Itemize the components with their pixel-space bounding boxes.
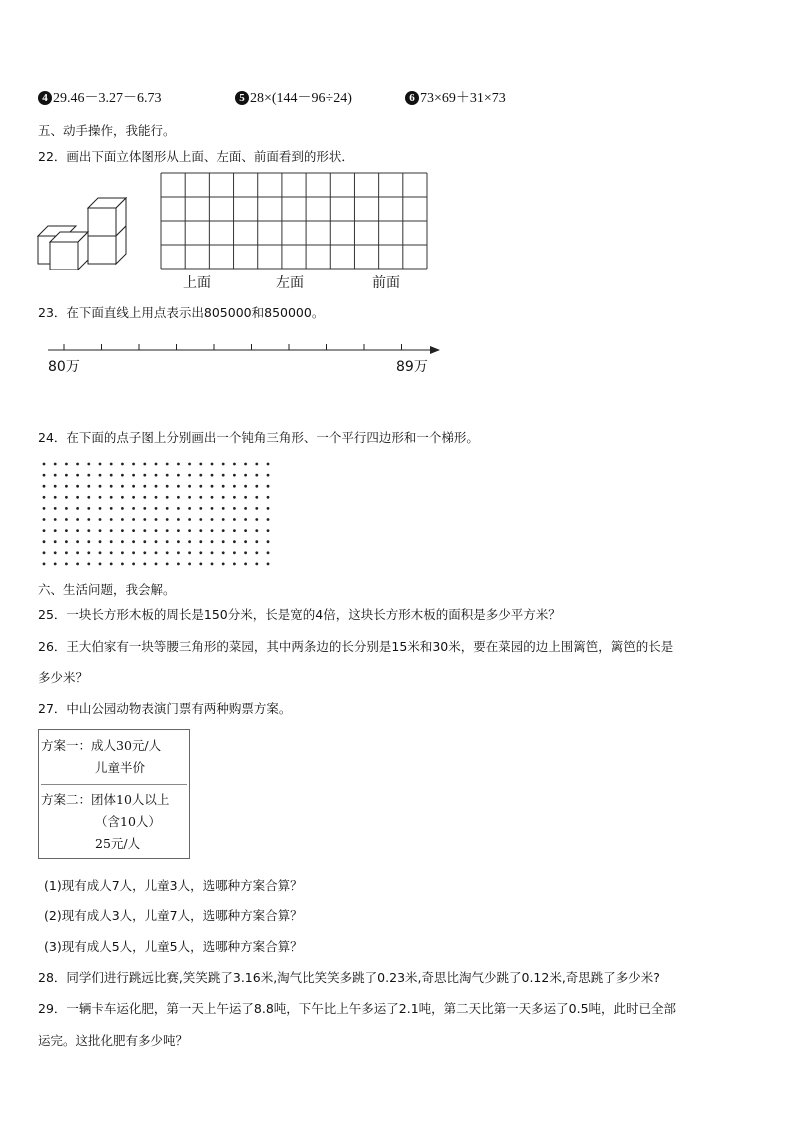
grid-dot	[255, 529, 258, 532]
grid-dot	[54, 496, 57, 499]
grid-dot	[155, 518, 158, 521]
question-27-sub-1: (1)现有成人7人，儿童3人，选哪种方案合算？	[44, 878, 303, 893]
grid-dot	[255, 485, 258, 488]
grid-dot	[43, 563, 46, 566]
grid-dot	[211, 540, 214, 543]
axis-end-label: 89万	[396, 359, 428, 375]
grid-dot	[267, 563, 270, 566]
grid-dot	[43, 540, 46, 543]
grid-dot	[255, 474, 258, 477]
grid-dot	[188, 474, 191, 477]
grid-dot	[267, 463, 270, 466]
grid-dot	[43, 463, 46, 466]
grid-dot	[99, 463, 102, 466]
cube-face	[50, 242, 78, 270]
grid-dot	[132, 463, 135, 466]
section-5-heading: 五、动手操作，我能行。	[38, 123, 176, 138]
grid-dot	[143, 518, 146, 521]
grid-dot	[233, 563, 236, 566]
grid-dot	[222, 563, 225, 566]
grid-dot	[177, 551, 180, 554]
grid-dot	[177, 563, 180, 566]
grid-dot	[121, 529, 124, 532]
grid-dot	[110, 518, 113, 521]
grid-dot	[76, 529, 79, 532]
grid-dot	[233, 485, 236, 488]
grid-dot	[222, 463, 225, 466]
grid-dot	[199, 474, 202, 477]
grid-dot	[110, 540, 113, 543]
grid-dot	[76, 540, 79, 543]
grid-dot	[267, 485, 270, 488]
grid-dot	[177, 518, 180, 521]
grid-dot	[166, 485, 169, 488]
grid-dot	[76, 563, 79, 566]
grid-dot	[143, 485, 146, 488]
grid-dot	[99, 563, 102, 566]
grid-dot	[121, 518, 124, 521]
grid-dot	[188, 540, 191, 543]
label-front-view: 前面	[372, 275, 400, 291]
grid-dot	[222, 518, 225, 521]
grid-dot	[166, 496, 169, 499]
grid-dot	[177, 540, 180, 543]
grid-dot	[267, 540, 270, 543]
grid-dot	[132, 474, 135, 477]
expression-5	[235, 87, 352, 107]
grid-dot	[155, 496, 158, 499]
grid-dot	[155, 485, 158, 488]
grid-dot	[199, 529, 202, 532]
grid-dot	[199, 518, 202, 521]
question-23: 23．在下面直线上用点表示出805000和850000。	[38, 305, 325, 320]
number-line[interactable]	[40, 340, 444, 360]
grid-dot	[87, 518, 90, 521]
grid-dot	[43, 529, 46, 532]
grid-dot	[222, 474, 225, 477]
grid-dot	[166, 551, 169, 554]
grid-dot	[166, 563, 169, 566]
expression-text: 73×69＋31×73	[420, 91, 506, 106]
axis-start-label: 80万	[48, 359, 80, 375]
grid-dot	[255, 463, 258, 466]
grid-dot	[233, 518, 236, 521]
question-27-sub-2: (2)现有成人3人，儿童7人，选哪种方案合算？	[44, 908, 303, 923]
circled-number: 5	[235, 91, 249, 105]
grid-dot	[155, 529, 158, 532]
plan-1-line-1: 方案一：成人30元/人	[41, 738, 162, 753]
grid-dot	[110, 563, 113, 566]
grid-dot	[244, 518, 247, 521]
grid-dot	[99, 507, 102, 510]
grid-dot	[110, 551, 113, 554]
grid-dot	[143, 540, 146, 543]
grid-dot	[54, 474, 57, 477]
grid-dot	[155, 551, 158, 554]
grid-dot	[121, 507, 124, 510]
grid-dot	[110, 529, 113, 532]
grid-dot	[132, 540, 135, 543]
grid-dot	[222, 529, 225, 532]
grid-dot	[65, 529, 68, 532]
grid-dot	[76, 496, 79, 499]
ticket-plan-box	[38, 729, 190, 859]
grid-dot	[143, 507, 146, 510]
expression-text: 29.46－3.27－6.73	[53, 91, 162, 106]
grid-dot	[110, 485, 113, 488]
grid-dot	[54, 485, 57, 488]
grid-dot	[155, 474, 158, 477]
grid-dot	[233, 507, 236, 510]
grid-dot	[166, 540, 169, 543]
grid-dot	[54, 563, 57, 566]
grid-dot	[244, 563, 247, 566]
expression-6	[405, 87, 506, 107]
grid-dot	[188, 485, 191, 488]
grid-dot	[143, 529, 146, 532]
plan-1-line-2: 儿童半价	[95, 760, 146, 775]
grid-dot	[87, 485, 90, 488]
question-27: 27．中山公园动物表演门票有两种购票方案。	[38, 701, 292, 716]
grid-dot	[177, 507, 180, 510]
grid-dot	[211, 496, 214, 499]
grid-dot	[132, 496, 135, 499]
grid-dot	[267, 551, 270, 554]
arrow-head	[430, 346, 440, 354]
grid-dot	[211, 563, 214, 566]
grid-dot	[132, 551, 135, 554]
section-6-heading: 六、生活问题，我会解。	[38, 582, 176, 597]
grid-dot	[99, 540, 102, 543]
grid-dot	[76, 518, 79, 521]
grid-dot	[211, 463, 214, 466]
grid-dot	[166, 474, 169, 477]
grid-dot	[87, 540, 90, 543]
grid-dot	[222, 496, 225, 499]
grid-dot	[233, 463, 236, 466]
question-29-line-2: 运完。这批化肥有多少吨？	[38, 1033, 189, 1048]
grid-dot	[121, 551, 124, 554]
grid-dot	[255, 551, 258, 554]
grid-dot	[255, 507, 258, 510]
grid-dot	[166, 518, 169, 521]
grid-dot	[121, 496, 124, 499]
grid-dot	[211, 518, 214, 521]
grid-dot	[244, 551, 247, 554]
grid-dot	[43, 496, 46, 499]
grid-dot	[177, 496, 180, 499]
question-25: 25．一块长方形木板的周长是150分米，长是宽的4倍，这块长方形木板的面积是多少平方米？	[38, 607, 561, 622]
grid-dot	[267, 474, 270, 477]
grid-dot	[54, 529, 57, 532]
grid-dot	[222, 507, 225, 510]
grid-dot	[267, 529, 270, 532]
grid-dot	[54, 540, 57, 543]
grid-dot	[87, 529, 90, 532]
grid-dot	[199, 496, 202, 499]
label-left-view: 左面	[276, 275, 304, 291]
grid-dot	[188, 463, 191, 466]
grid-dot	[65, 463, 68, 466]
grid-dot	[244, 529, 247, 532]
grid-dot	[244, 463, 247, 466]
grid-dot	[54, 507, 57, 510]
grid-dot	[121, 563, 124, 566]
grid-dot	[132, 529, 135, 532]
drawing-grid[interactable]	[160, 172, 428, 270]
grid-dot	[65, 551, 68, 554]
grid-dot	[132, 518, 135, 521]
grid-dot	[54, 463, 57, 466]
grid-dot	[65, 518, 68, 521]
grid-dot	[65, 563, 68, 566]
grid-dot	[76, 507, 79, 510]
grid-dot	[244, 474, 247, 477]
grid-dot	[177, 474, 180, 477]
grid-dot	[211, 485, 214, 488]
expression-text: 28×(144－96÷24)	[250, 91, 352, 106]
grid-dot	[255, 540, 258, 543]
grid-dot	[199, 485, 202, 488]
grid-dot	[99, 518, 102, 521]
grid-dot	[110, 496, 113, 499]
grid-dot	[199, 507, 202, 510]
grid-dot	[143, 463, 146, 466]
grid-dot	[76, 551, 79, 554]
grid-dot	[233, 529, 236, 532]
grid-dot	[199, 540, 202, 543]
circled-number: 6	[405, 91, 419, 105]
grid-dot	[87, 563, 90, 566]
grid-dot	[155, 563, 158, 566]
grid-dot	[76, 474, 79, 477]
grid-dot	[87, 474, 90, 477]
grid-dot	[155, 507, 158, 510]
grid-dot	[132, 507, 135, 510]
grid-dot	[211, 551, 214, 554]
grid-dot	[188, 551, 191, 554]
plan-2-line-1: 方案二：团体10人以上	[41, 792, 170, 807]
grid-dot	[199, 551, 202, 554]
grid-dot	[87, 496, 90, 499]
grid-dot	[54, 518, 57, 521]
grid-dot	[166, 529, 169, 532]
grid-dot	[76, 485, 79, 488]
question-22: 22．画出下面立体图形从上面、左面、前面看到的形状．	[38, 149, 354, 164]
question-28: 28．同学们进行跳远比赛,笑笑跳了3.16米,淘气比笑笑多跳了0.23米,奇思比淘气少跳了0.12米,奇思跳了多少米?	[38, 970, 660, 985]
grid-dot	[43, 485, 46, 488]
grid-dot	[43, 518, 46, 521]
question-27-sub-3: (3)现有成人5人，儿童5人，选哪种方案合算？	[44, 939, 303, 954]
grid-dot	[121, 463, 124, 466]
grid-dot	[99, 474, 102, 477]
grid-dot	[99, 551, 102, 554]
grid-dot	[188, 518, 191, 521]
expression-4	[38, 87, 162, 107]
question-26-line-2: 多少米？	[38, 670, 89, 685]
cube-face	[88, 236, 116, 264]
grid-dot	[155, 463, 158, 466]
grid-dot	[110, 463, 113, 466]
grid-dot	[244, 496, 247, 499]
dot-grid[interactable]	[40, 460, 272, 566]
grid-dot	[222, 540, 225, 543]
grid-dot	[233, 540, 236, 543]
grid-dot	[132, 563, 135, 566]
grid-dot	[177, 463, 180, 466]
grid-dot	[233, 496, 236, 499]
plan-2-line-3: 25元/人	[95, 836, 141, 851]
grid-dot	[199, 563, 202, 566]
grid-dot	[267, 496, 270, 499]
grid-dot	[188, 563, 191, 566]
grid-dot	[65, 507, 68, 510]
grid-dot	[65, 474, 68, 477]
grid-dot	[255, 518, 258, 521]
grid-dot	[166, 507, 169, 510]
grid-dot	[155, 540, 158, 543]
grid-dot	[211, 507, 214, 510]
grid-dot	[143, 496, 146, 499]
label-top-view: 上面	[183, 275, 211, 291]
grid-dot	[121, 474, 124, 477]
grid-dot	[65, 496, 68, 499]
grid-dot	[211, 529, 214, 532]
grid-dot	[188, 507, 191, 510]
grid-dot	[244, 507, 247, 510]
grid-dot	[132, 485, 135, 488]
grid-dot	[177, 485, 180, 488]
grid-dot	[87, 551, 90, 554]
grid-dot	[65, 485, 68, 488]
grid-dot	[255, 496, 258, 499]
grid-dot	[110, 507, 113, 510]
grid-dot	[222, 551, 225, 554]
grid-dot	[65, 540, 68, 543]
grid-dot	[233, 551, 236, 554]
grid-dot	[211, 474, 214, 477]
grid-dot	[43, 551, 46, 554]
grid-dot	[143, 551, 146, 554]
grid-dot	[54, 551, 57, 554]
circled-number: 4	[38, 91, 52, 105]
grid-dot	[177, 529, 180, 532]
grid-dot	[233, 474, 236, 477]
question-29-line-1: 29．一辆卡车运化肥，第一天上午运了8.8吨，下午比上午多运了2.1吨，第二天比第一天多运了0.5吨，此时已全部	[38, 1001, 677, 1016]
grid-dot	[121, 540, 124, 543]
cube-face	[88, 208, 116, 236]
grid-dot	[188, 496, 191, 499]
grid-dot	[110, 474, 113, 477]
grid-dot	[199, 463, 202, 466]
grid-dot	[143, 474, 146, 477]
grid-dot	[87, 507, 90, 510]
grid-dot	[222, 485, 225, 488]
question-24: 24．在下面的点子图上分别画出一个钝角三角形、一个平行四边形和一个梯形。	[38, 430, 479, 445]
question-26-line-1: 26．王大伯家有一块等腰三角形的菜园，其中两条边的长分别是15米和30米，要在菜园的边上围篱笆，篱笆的长是	[38, 639, 674, 654]
grid-dot	[99, 485, 102, 488]
grid-dot	[244, 540, 247, 543]
grid-dot	[188, 529, 191, 532]
grid-dot	[43, 474, 46, 477]
grid-dot	[143, 563, 146, 566]
grid-dot	[244, 485, 247, 488]
grid-dot	[267, 507, 270, 510]
grid-dot	[99, 529, 102, 532]
cube-figure	[36, 190, 132, 270]
grid-dot	[267, 518, 270, 521]
grid-dot	[43, 507, 46, 510]
grid-dot	[255, 563, 258, 566]
grid-dot	[76, 463, 79, 466]
grid-dot	[121, 485, 124, 488]
grid-dot	[87, 463, 90, 466]
grid-dot	[99, 496, 102, 499]
plan-2-line-2: （含10人）	[95, 814, 161, 829]
grid-dot	[166, 463, 169, 466]
